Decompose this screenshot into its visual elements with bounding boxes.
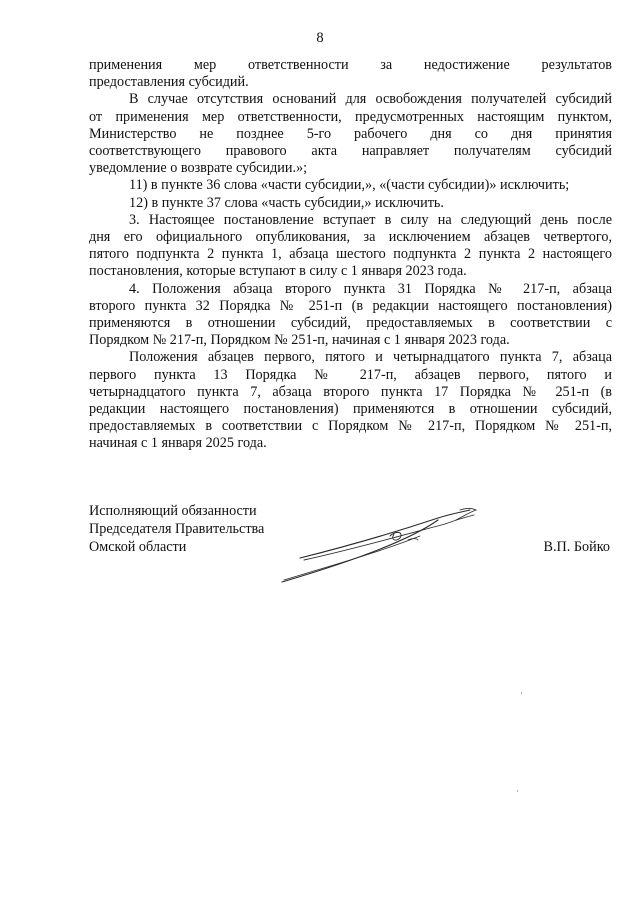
paragraph-continuation-end <box>89 74 612 91</box>
text-line: дня его официального опубликования, за исключением абзацев четвертого, <box>89 229 612 246</box>
text-line: Министерство не позднее 5-го рабочего дня со дня принятия <box>89 125 612 142</box>
text-line: Положения абзацев первого, пятого и четырнадцатого пункта 7, абзаца <box>129 349 612 366</box>
text-line: Порядком № 217-п, Порядком № 251-п, начиная с 1 января 2023 года. <box>89 332 510 349</box>
text-line: второго пункта 32 Порядка № 251-п (в редакции настоящего постановления) <box>89 297 612 314</box>
text-line: начиная с 1 января 2025 года. <box>89 435 267 452</box>
text-line-wrap <box>89 401 612 418</box>
text-line: пятого подпункта 2 пункта 1, абзаца шестого подпункта 2 пункта 2 настоящего <box>89 246 612 263</box>
text-line-wrap <box>89 367 612 384</box>
text-line-wrap <box>89 315 612 332</box>
text-line-wrap <box>89 298 612 315</box>
text-line-wrap <box>89 263 612 280</box>
text-line: 4. Положения абзаца второго пункта 31 Порядка № 217-п, абзаца <box>129 280 612 297</box>
paragraph-notice <box>89 91 612 108</box>
handwritten-signature <box>270 500 490 590</box>
text-line: соответствующего правового акта направляет получателям субсидий <box>89 143 612 160</box>
scan-speck <box>521 692 522 694</box>
text-line-wrap <box>89 384 612 401</box>
text-line: от применения мер ответственности, предусмотренных настоящим пунктом, <box>89 108 612 125</box>
text-line-wrap <box>89 143 612 160</box>
scan-speck <box>517 790 518 792</box>
signatory-position <box>89 502 264 556</box>
text-line: 11) в пункте 36 слова «части субсидии,», «(части субсидии)» исключить; <box>129 177 570 194</box>
text-line-wrap <box>89 160 612 177</box>
document-body <box>89 57 612 453</box>
text-line: предоставляемых в соответствии с Порядком № 217-п, Порядком № 251-п, <box>89 418 612 435</box>
text-line: применяются в отношении субсидий, предоставляемых в соответствии с <box>89 315 612 332</box>
page-number: 8 <box>316 30 324 46</box>
text-line-wrap <box>89 229 612 246</box>
text-line-wrap <box>89 246 612 263</box>
signer-name: В.П. Бойко <box>543 539 610 555</box>
position-line: Исполняющий обязанности <box>89 503 257 519</box>
position-line: Председателя Правительства <box>89 521 265 537</box>
text-line: четырнадцатого пункта 7, абзаца второго пункта 17 Порядка № 251-п (в <box>89 383 612 400</box>
paragraph-provisions <box>89 349 612 366</box>
text-line: В случае отсутствия оснований для освобождения получателей субсидий <box>129 91 612 108</box>
text-line-wrap <box>89 126 612 143</box>
paragraph-continuation <box>89 57 612 74</box>
paragraph-item-11 <box>89 177 612 194</box>
text-line: первого пункта 13 Порядка № 217-п, абзацев первого, пятого и <box>89 366 612 383</box>
paragraph-item-12 <box>89 195 612 212</box>
text-line: предоставления субсидий. <box>89 74 249 91</box>
text-line-wrap <box>89 109 612 126</box>
paragraph-item-4 <box>89 281 612 298</box>
text-line: 12) в пункте 37 слова «часть субсидии,» исключить. <box>129 194 444 211</box>
text-line-wrap <box>89 435 612 452</box>
text-line: редакции настоящего постановления) применяются в отношении субсидий, <box>89 401 612 418</box>
paragraph-item-3 <box>89 212 612 229</box>
text-line: применения мер ответственности за недостижение результатов <box>89 57 612 73</box>
text-line: 3. Настоящее постановление вступает в силу на следующий день после <box>129 211 612 228</box>
text-line: уведомление о возврате субсидии.»; <box>89 160 308 177</box>
text-line-wrap <box>89 332 612 349</box>
text-line-wrap <box>89 418 612 435</box>
position-line: Омской области <box>89 539 187 555</box>
text-line: постановления, которые вступают в силу с 1 января 2023 года. <box>89 263 467 280</box>
